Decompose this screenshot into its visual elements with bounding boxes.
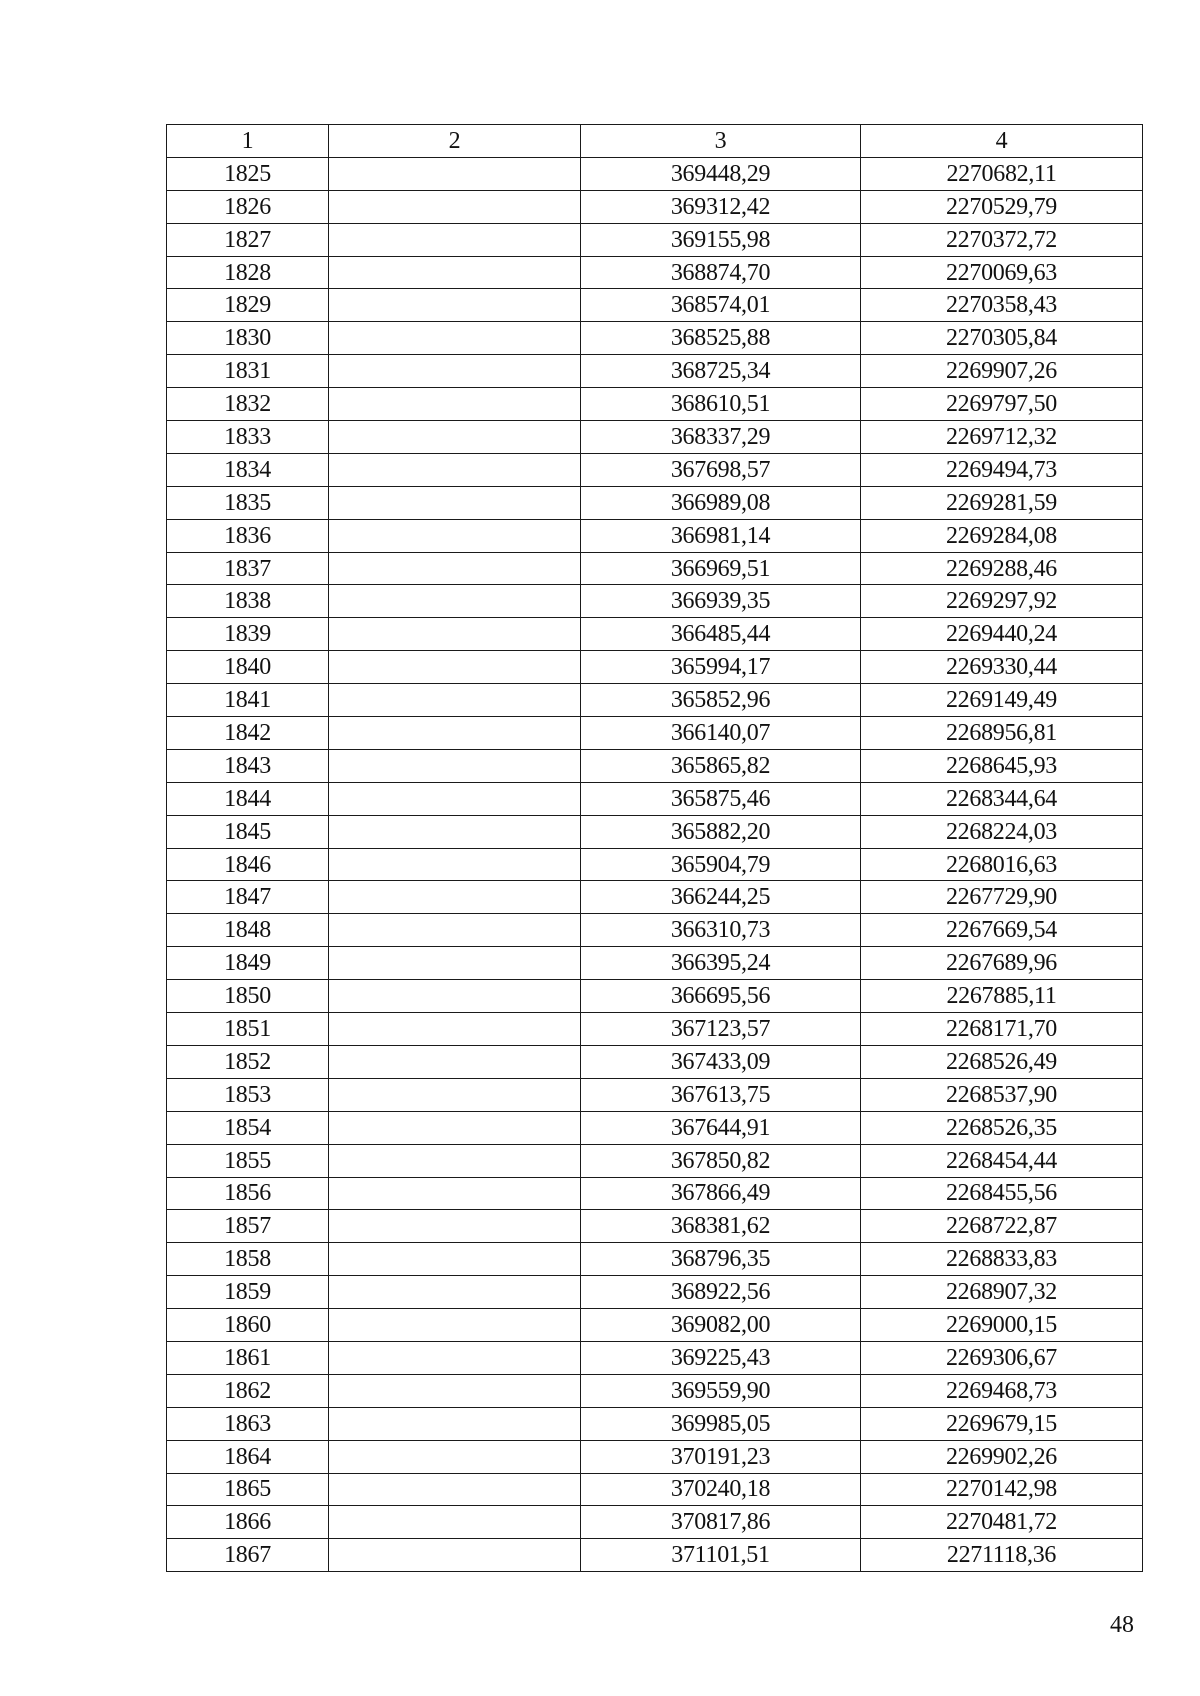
table-row [167, 1341, 1143, 1374]
point-number-cell: 1866 [167, 1506, 329, 1539]
empty-cell [329, 1506, 581, 1539]
x-coordinate-cell: 367866,49 [581, 1177, 861, 1210]
empty-cell [329, 782, 581, 815]
empty-cell [329, 322, 581, 355]
y-coordinate-cell: 2268224,03 [861, 815, 1143, 848]
table-row [167, 618, 1143, 651]
point-number-cell: 1834 [167, 453, 329, 486]
table-row [167, 1309, 1143, 1342]
point-number-cell: 1837 [167, 552, 329, 585]
point-number-cell: 1842 [167, 717, 329, 750]
table-row [167, 1144, 1143, 1177]
y-coordinate-cell: 2269902,26 [861, 1440, 1143, 1473]
y-coordinate-cell: 2269281,59 [861, 486, 1143, 519]
empty-cell [329, 947, 581, 980]
empty-cell [329, 453, 581, 486]
empty-cell [329, 1341, 581, 1374]
y-coordinate-cell: 2270069,63 [861, 256, 1143, 289]
y-coordinate-cell: 2268454,44 [861, 1144, 1143, 1177]
y-coordinate-cell: 2269712,32 [861, 421, 1143, 454]
table-row [167, 782, 1143, 815]
x-coordinate-cell: 366244,25 [581, 881, 861, 914]
x-coordinate-cell: 365852,96 [581, 684, 861, 717]
empty-cell [329, 256, 581, 289]
point-number-cell: 1841 [167, 684, 329, 717]
x-coordinate-cell: 367433,09 [581, 1045, 861, 1078]
empty-cell [329, 223, 581, 256]
point-number-cell: 1867 [167, 1539, 329, 1572]
column-header-1: 1 [167, 125, 329, 158]
point-number-cell: 1846 [167, 848, 329, 881]
x-coordinate-cell: 368922,56 [581, 1276, 861, 1309]
y-coordinate-cell: 2269306,67 [861, 1341, 1143, 1374]
table-row [167, 355, 1143, 388]
empty-cell [329, 289, 581, 322]
y-coordinate-cell: 2269284,08 [861, 519, 1143, 552]
table-row [167, 256, 1143, 289]
point-number-cell: 1859 [167, 1276, 329, 1309]
x-coordinate-cell: 368574,01 [581, 289, 861, 322]
y-coordinate-cell: 2269288,46 [861, 552, 1143, 585]
table-row [167, 1374, 1143, 1407]
y-coordinate-cell: 2270142,98 [861, 1473, 1143, 1506]
y-coordinate-cell: 2269679,15 [861, 1407, 1143, 1440]
y-coordinate-cell: 2270481,72 [861, 1506, 1143, 1539]
y-coordinate-cell: 2267885,11 [861, 980, 1143, 1013]
y-coordinate-cell: 2268016,63 [861, 848, 1143, 881]
point-number-cell: 1861 [167, 1341, 329, 1374]
page-number: 48 [1110, 1612, 1134, 1638]
table-header-row [167, 125, 1143, 158]
point-number-cell: 1865 [167, 1473, 329, 1506]
point-number-cell: 1847 [167, 881, 329, 914]
x-coordinate-cell: 367698,57 [581, 453, 861, 486]
x-coordinate-cell: 370191,23 [581, 1440, 861, 1473]
empty-cell [329, 421, 581, 454]
point-number-cell: 1852 [167, 1045, 329, 1078]
x-coordinate-cell: 367123,57 [581, 1013, 861, 1046]
y-coordinate-cell: 2268722,87 [861, 1210, 1143, 1243]
point-number-cell: 1850 [167, 980, 329, 1013]
x-coordinate-cell: 369448,29 [581, 157, 861, 190]
table-row [167, 1177, 1143, 1210]
point-number-cell: 1836 [167, 519, 329, 552]
x-coordinate-cell: 368796,35 [581, 1243, 861, 1276]
y-coordinate-cell: 2269797,50 [861, 388, 1143, 421]
empty-cell [329, 1045, 581, 1078]
point-number-cell: 1828 [167, 256, 329, 289]
point-number-cell: 1835 [167, 486, 329, 519]
point-number-cell: 1851 [167, 1013, 329, 1046]
table-row [167, 717, 1143, 750]
empty-cell [329, 1374, 581, 1407]
y-coordinate-cell: 2269494,73 [861, 453, 1143, 486]
table-row [167, 651, 1143, 684]
x-coordinate-cell: 366989,08 [581, 486, 861, 519]
point-number-cell: 1833 [167, 421, 329, 454]
table-row [167, 815, 1143, 848]
y-coordinate-cell: 2269907,26 [861, 355, 1143, 388]
y-coordinate-cell: 2268645,93 [861, 749, 1143, 782]
empty-cell [329, 1407, 581, 1440]
point-number-cell: 1829 [167, 289, 329, 322]
point-number-cell: 1839 [167, 618, 329, 651]
x-coordinate-cell: 368525,88 [581, 322, 861, 355]
table-row [167, 1276, 1143, 1309]
table-row [167, 1078, 1143, 1111]
table-row [167, 421, 1143, 454]
y-coordinate-cell: 2269468,73 [861, 1374, 1143, 1407]
x-coordinate-cell: 368725,34 [581, 355, 861, 388]
empty-cell [329, 585, 581, 618]
y-coordinate-cell: 2270529,79 [861, 190, 1143, 223]
y-coordinate-cell: 2268171,70 [861, 1013, 1143, 1046]
point-number-cell: 1857 [167, 1210, 329, 1243]
table-row [167, 1243, 1143, 1276]
y-coordinate-cell: 2267689,96 [861, 947, 1143, 980]
empty-cell [329, 618, 581, 651]
empty-cell [329, 651, 581, 684]
empty-cell [329, 1276, 581, 1309]
empty-cell [329, 815, 581, 848]
x-coordinate-cell: 369082,00 [581, 1309, 861, 1342]
y-coordinate-cell: 2268526,49 [861, 1045, 1143, 1078]
table-row [167, 1473, 1143, 1506]
empty-cell [329, 914, 581, 947]
empty-cell [329, 486, 581, 519]
empty-cell [329, 157, 581, 190]
empty-cell [329, 519, 581, 552]
empty-cell [329, 355, 581, 388]
x-coordinate-cell: 368337,29 [581, 421, 861, 454]
y-coordinate-cell: 2269149,49 [861, 684, 1143, 717]
y-coordinate-cell: 2267729,90 [861, 881, 1143, 914]
x-coordinate-cell: 366310,73 [581, 914, 861, 947]
table-row [167, 322, 1143, 355]
empty-cell [329, 1539, 581, 1572]
column-header-2: 2 [329, 125, 581, 158]
table-row [167, 684, 1143, 717]
point-number-cell: 1848 [167, 914, 329, 947]
x-coordinate-cell: 368874,70 [581, 256, 861, 289]
table-row [167, 749, 1143, 782]
x-coordinate-cell: 370240,18 [581, 1473, 861, 1506]
point-number-cell: 1862 [167, 1374, 329, 1407]
point-number-cell: 1845 [167, 815, 329, 848]
y-coordinate-cell: 2268344,64 [861, 782, 1143, 815]
point-number-cell: 1844 [167, 782, 329, 815]
y-coordinate-cell: 2270682,11 [861, 157, 1143, 190]
empty-cell [329, 684, 581, 717]
y-coordinate-cell: 2268455,56 [861, 1177, 1143, 1210]
point-number-cell: 1838 [167, 585, 329, 618]
empty-cell [329, 1210, 581, 1243]
x-coordinate-cell: 369985,05 [581, 1407, 861, 1440]
table-row [167, 881, 1143, 914]
point-number-cell: 1864 [167, 1440, 329, 1473]
point-number-cell: 1856 [167, 1177, 329, 1210]
empty-cell [329, 190, 581, 223]
table-row [167, 552, 1143, 585]
table-row [167, 223, 1143, 256]
table-row [167, 848, 1143, 881]
x-coordinate-cell: 369559,90 [581, 1374, 861, 1407]
x-coordinate-cell: 365904,79 [581, 848, 861, 881]
point-number-cell: 1825 [167, 157, 329, 190]
empty-cell [329, 717, 581, 750]
empty-cell [329, 1144, 581, 1177]
y-coordinate-cell: 2270372,72 [861, 223, 1143, 256]
empty-cell [329, 552, 581, 585]
table-row [167, 519, 1143, 552]
x-coordinate-cell: 365865,82 [581, 749, 861, 782]
empty-cell [329, 1243, 581, 1276]
x-coordinate-cell: 366939,35 [581, 585, 861, 618]
x-coordinate-cell: 369225,43 [581, 1341, 861, 1374]
table-body [167, 157, 1143, 1571]
point-number-cell: 1858 [167, 1243, 329, 1276]
x-coordinate-cell: 367644,91 [581, 1111, 861, 1144]
y-coordinate-cell: 2268833,83 [861, 1243, 1143, 1276]
table-row [167, 388, 1143, 421]
empty-cell [329, 980, 581, 1013]
x-coordinate-cell: 366395,24 [581, 947, 861, 980]
point-number-cell: 1853 [167, 1078, 329, 1111]
point-number-cell: 1831 [167, 355, 329, 388]
x-coordinate-cell: 371101,51 [581, 1539, 861, 1572]
column-header-4: 4 [861, 125, 1143, 158]
x-coordinate-cell: 370817,86 [581, 1506, 861, 1539]
x-coordinate-cell: 368610,51 [581, 388, 861, 421]
y-coordinate-cell: 2269297,92 [861, 585, 1143, 618]
y-coordinate-cell: 2269440,24 [861, 618, 1143, 651]
x-coordinate-cell: 365882,20 [581, 815, 861, 848]
y-coordinate-cell: 2269000,15 [861, 1309, 1143, 1342]
coordinates-table [166, 124, 1143, 1572]
empty-cell [329, 1309, 581, 1342]
point-number-cell: 1830 [167, 322, 329, 355]
table-row [167, 1506, 1143, 1539]
y-coordinate-cell: 2268956,81 [861, 717, 1143, 750]
table-row [167, 453, 1143, 486]
table-row [167, 914, 1143, 947]
point-number-cell: 1840 [167, 651, 329, 684]
table-row [167, 1407, 1143, 1440]
y-coordinate-cell: 2270358,43 [861, 289, 1143, 322]
empty-cell [329, 388, 581, 421]
x-coordinate-cell: 366485,44 [581, 618, 861, 651]
empty-cell [329, 881, 581, 914]
point-number-cell: 1860 [167, 1309, 329, 1342]
y-coordinate-cell: 2271118,36 [861, 1539, 1143, 1572]
point-number-cell: 1855 [167, 1144, 329, 1177]
x-coordinate-cell: 365875,46 [581, 782, 861, 815]
table-row [167, 585, 1143, 618]
x-coordinate-cell: 365994,17 [581, 651, 861, 684]
y-coordinate-cell: 2267669,54 [861, 914, 1143, 947]
point-number-cell: 1863 [167, 1407, 329, 1440]
table-row [167, 1539, 1143, 1572]
x-coordinate-cell: 369312,42 [581, 190, 861, 223]
x-coordinate-cell: 367613,75 [581, 1078, 861, 1111]
y-coordinate-cell: 2270305,84 [861, 322, 1143, 355]
x-coordinate-cell: 367850,82 [581, 1144, 861, 1177]
point-number-cell: 1832 [167, 388, 329, 421]
table-row [167, 1013, 1143, 1046]
empty-cell [329, 1177, 581, 1210]
y-coordinate-cell: 2268526,35 [861, 1111, 1143, 1144]
empty-cell [329, 1473, 581, 1506]
x-coordinate-cell: 369155,98 [581, 223, 861, 256]
table-row [167, 486, 1143, 519]
x-coordinate-cell: 366969,51 [581, 552, 861, 585]
point-number-cell: 1827 [167, 223, 329, 256]
point-number-cell: 1826 [167, 190, 329, 223]
x-coordinate-cell: 368381,62 [581, 1210, 861, 1243]
table-row [167, 980, 1143, 1013]
table-row [167, 1045, 1143, 1078]
point-number-cell: 1849 [167, 947, 329, 980]
table-row [167, 1210, 1143, 1243]
table-row [167, 190, 1143, 223]
table-row [167, 1440, 1143, 1473]
empty-cell [329, 1013, 581, 1046]
table-row [167, 1111, 1143, 1144]
empty-cell [329, 749, 581, 782]
y-coordinate-cell: 2268537,90 [861, 1078, 1143, 1111]
column-header-3: 3 [581, 125, 861, 158]
table-row [167, 289, 1143, 322]
x-coordinate-cell: 366695,56 [581, 980, 861, 1013]
empty-cell [329, 1078, 581, 1111]
point-number-cell: 1843 [167, 749, 329, 782]
x-coordinate-cell: 366981,14 [581, 519, 861, 552]
y-coordinate-cell: 2268907,32 [861, 1276, 1143, 1309]
table-row [167, 157, 1143, 190]
empty-cell [329, 1111, 581, 1144]
table-row [167, 947, 1143, 980]
empty-cell [329, 1440, 581, 1473]
empty-cell [329, 848, 581, 881]
point-number-cell: 1854 [167, 1111, 329, 1144]
y-coordinate-cell: 2269330,44 [861, 651, 1143, 684]
x-coordinate-cell: 366140,07 [581, 717, 861, 750]
